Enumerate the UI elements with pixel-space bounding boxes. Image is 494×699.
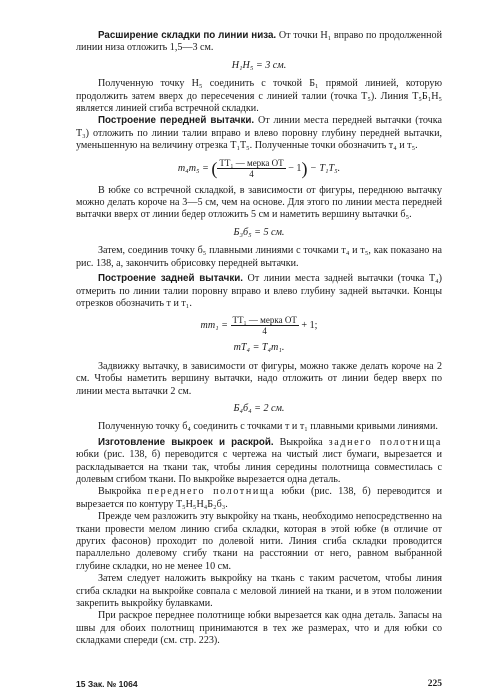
paragraph-back-dart [76,273,442,310]
paragraph-front-panel [76,486,442,511]
paragraph-front-dart-finish: Затем, соединив точку б₅ плавными линиями с точками т₄ и т₅, как показано на рис. 138, а, закончить обрисовку передней вытачки. [76,245,442,269]
fraction-numerator: TT₁ — мерка ОТ [232,315,297,326]
open-paren: ( [211,157,218,178]
paragraph-patterns [76,437,442,487]
paragraph-text: От линии места задней вытачки (точка T₄) отмерить по линии талии поровну вправо и влево глубину задней вытачки. Концы отрезков обозначить т и т₁. [76,273,443,309]
paragraph-front-dart-shorter: В юбке со встречной складкой, в зависимости от фигуры, переднюю вытачку можно делать короче на 3—5 см, чем на основе. Для этого по линии места передней вытачки вверх от линии бедер отложить 5 см и наметить вершину вытачки б₅. [76,184,442,221]
formula-t4t5 [76,158,442,179]
paragraph-text: Выкройка [273,436,329,448]
heading-patterns: Изготовление выкроек и раскрой. [98,436,274,448]
paragraph-text: От точки H₁ вправо по продолженной линии низа отложить 1,5—3 см. [76,30,442,54]
formula-tt4: тT₄ = T₄т₁. [233,342,285,354]
fraction-numerator: TT₁ — мерка ОТ [219,157,284,168]
paragraph-back-dart-finish: Полученную точку б₄ соединить с точками т и т₁ плавными кривыми линиями. [98,421,438,433]
heading-front-dart: Построение передней вытачки. [98,115,255,127]
paragraph-pinning: Затем следует наложить выкройку на ткань с таким расчетом, чтобы линия сгиба складки на выкройке совпала с меловой линией на ткани, и в этом положении закрепить выкройку булавками. [76,573,442,610]
spaced-term: переднего полотнища [147,486,276,498]
footer-order-number: 15 Зак. № 1064 [76,679,138,689]
paragraph-fold-line: Полученную точку H₅ соединить с точкой Б₁ прямой линией, которую продолжить затем вверх до пересечения с линией талии (точка T₅). Линия T₅Б₁H₅ является линией сгиба встречной складки. [76,78,442,115]
formula-b3b5: Б₃б₅ = 5 см. [233,226,285,238]
formula-tt1 [76,315,442,336]
formula-tail: − 1 [288,162,302,174]
paragraph-text: юбки (рис. 138, б) переводится с чертежа на чистый лист бумаги, вырезается и раскладывается на ткани так, чтобы линия середины полотнища совместилась с долевым сгибом ткани. По выкройке вырезается одна деталь. [76,449,442,485]
paragraph-text: Выкройка [98,486,148,498]
formula-tail: + 1; [301,320,318,332]
formula-b4b4: Б₄б₄ = 2 см. [233,402,285,414]
page-footer [76,678,442,690]
formula-right: − T₁T₅. [310,162,341,174]
paragraph-hem-extension [76,30,442,55]
paragraph-text: От линии места передней вытачки (точка T₃) отложить по линии талии вправо и влево поровну глубину передней вытачки, уменьшенную на величину отрезка T₁T₅. Полученные точки обозначить т₄ и т₅. [76,115,442,152]
paragraph-back-dart-shorter: Задвижку вытачку, в зависимости от фигуры, можно также делать короче на 2 см. Чтобы наметить вершину вытачки, надо отложить от линии бедер вверх по линии места вытачки 2 см. [76,360,442,397]
formula-h1h5: H₁H₅ = 3 см. [231,59,287,71]
formula-left: тт₁ = [200,320,228,332]
paragraph-chalk-line: Прежде чем разложить эту выкройку на ткань, необходимо непосредственно на ткани провести мелом линию сгиба складки, которая в этой юбке (в отличие от других фасонов) проходит по долевой нити. Линия сгиба складки проводится параллельно долевому сгибу ткани на расстоянии от него, равном выбранной глубине складки, но не менее 10 см. [76,511,442,572]
fraction-denominator: 4 [262,326,267,337]
paragraph-cutting: При раскрое переднее полотнище юбки вырезается как одна деталь. Запасы на швы для обоих полотнищ принимаются в тех же размерах, что и для юбки со складками спереди (см. стр. 223). [76,610,442,647]
heading-back-dart: Построение задней вытачки. [98,273,243,285]
close-paren: ) [301,157,308,178]
paragraph-front-dart [76,115,442,152]
fraction [231,315,299,336]
fraction-denominator: 4 [249,168,254,179]
spaced-term: заднего полотнища [328,436,442,448]
paragraph-text: юбки (рис. 138, б) переводится и вырезается по контуру T₅H₅H₄Б₂б₃. [76,486,442,510]
heading-hem-extension: Расширение складки по линии низа. [98,30,277,41]
page-number: 225 [427,679,442,689]
fraction [217,158,285,179]
formula-left: т₄т₅ = [177,162,209,174]
